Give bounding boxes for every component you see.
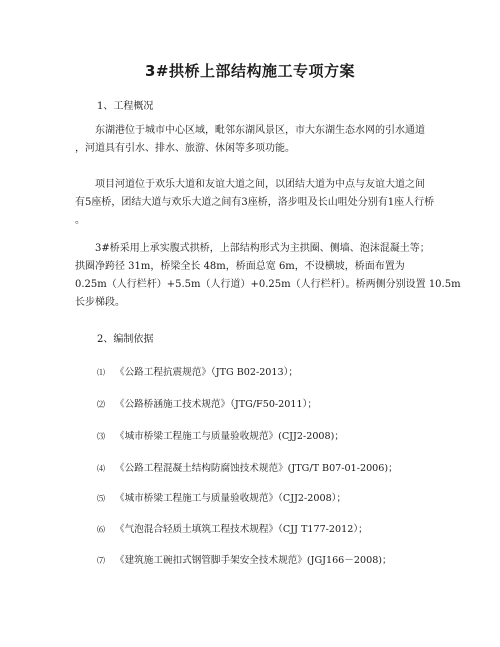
paragraph-line: 有5座桥，团结大道与欢乐大道之间有3座桥，洛步咀及长山咀处分别有1座人行桥 <box>75 197 435 208</box>
paragraph-bridges <box>75 176 437 230</box>
paragraph-structure <box>75 240 461 312</box>
reference-text: 《公路工程混凝土结构防腐蚀技术规范》(JTG/T B07-01-2006)； <box>115 463 398 474</box>
paragraph-line: 长步梯段。 <box>75 297 125 308</box>
reference-text: 《城市桥梁工程施工与质量验收规范》(CJJ2-2008)； <box>115 431 344 442</box>
document-title: 3#拱桥上部结构施工专项方案 <box>144 62 355 80</box>
reference-text: 《城市桥梁工程施工与质量验收规范》（CJJ2-2008）； <box>115 493 347 504</box>
section-heading-overview: 1、工程概况 <box>97 101 154 112</box>
reference-item <box>97 460 398 474</box>
reference-number: ⑷ <box>97 464 105 473</box>
reference-number: ⑺ <box>97 556 105 565</box>
paragraph-line: ，河道具有引水、排水、旅游、休闲等多项功能。 <box>75 143 295 154</box>
reference-text: 《气泡混合轻质土填筑工程技术规程》（CJJ T177-2012）； <box>115 524 368 535</box>
reference-item <box>97 428 344 442</box>
reference-item <box>97 396 317 410</box>
reference-number: ⑸ <box>97 494 105 503</box>
paragraph-location <box>75 122 437 158</box>
paragraph-line: 项目河道位于欢乐大道和友谊大道之间，以团结大道为中点与友谊大道之间 <box>95 179 425 190</box>
reference-text: 《公路桥涵施工技术规范》（JTG/F50-2011）； <box>115 399 317 410</box>
paragraph-line: 3#桥采用上承实腹式拱桥，上部结构形式为主拱圈、侧墙、泡沫混凝土等； <box>95 243 430 254</box>
reference-number: ⑶ <box>97 432 105 441</box>
paragraph-line: 0.25m（人行栏杆）+5.5m（人行道）+0.25m（人行栏杆）。桥两侧分别设置 10.5m <box>75 279 461 290</box>
reference-item <box>97 521 368 535</box>
reference-text: 《建筑施工碗扣式钢管脚手架安全技术规范》(JGJ166－2008)； <box>115 555 392 566</box>
paragraph-line: 拱圈净跨径 31m，桥梁全长 48m，桥面总宽 6m，不设横坡，桥面布置为 <box>75 261 405 272</box>
reference-item <box>97 490 346 504</box>
reference-item <box>97 364 298 378</box>
reference-number: ⑹ <box>97 525 105 534</box>
paragraph-line: 。 <box>75 215 85 226</box>
section-heading-basis: 2、编制依据 <box>97 334 154 345</box>
reference-number: ⑵ <box>97 400 105 409</box>
reference-number: ⑴ <box>97 368 105 377</box>
reference-text: 《公路工程抗震规范》（JTG B02-2013）； <box>115 367 298 378</box>
reference-item <box>97 552 392 566</box>
paragraph-line: 东湖港位于城市中心区域，毗邻东湖风景区，市大东湖生态水网的引水通道 <box>95 125 425 136</box>
